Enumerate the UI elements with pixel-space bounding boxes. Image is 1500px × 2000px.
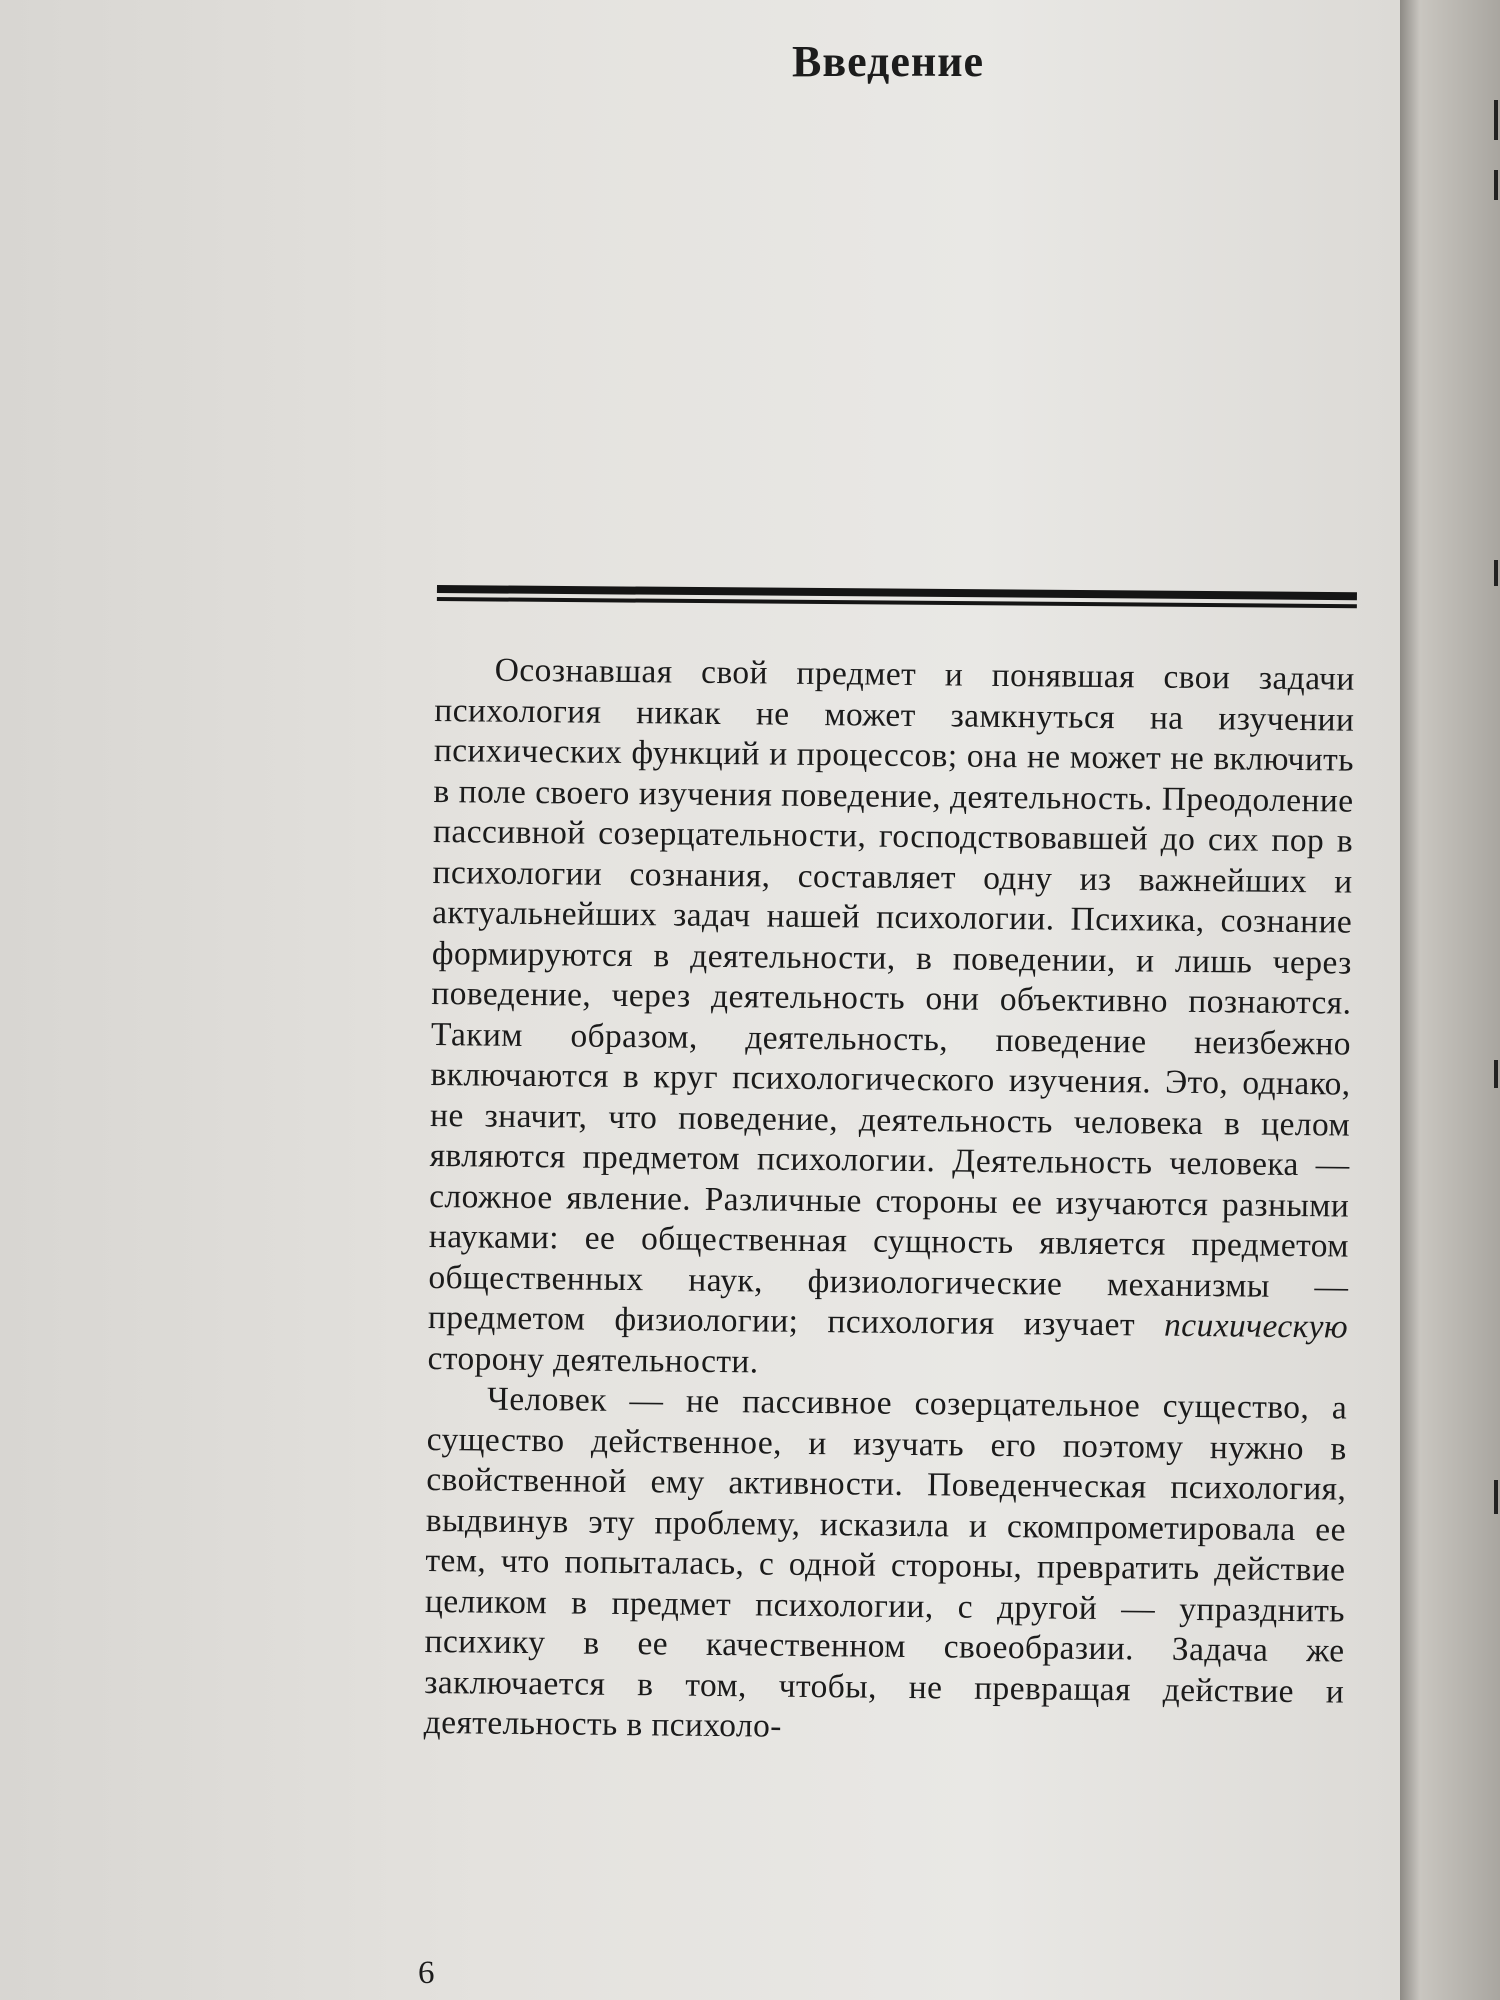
edge-mark	[1494, 1060, 1498, 1088]
adjacent-page-edge	[1400, 0, 1500, 2000]
double-rule-divider	[437, 585, 1357, 612]
paragraph-1-emphasis: психическую	[1163, 1306, 1349, 1346]
edge-mark	[1494, 170, 1498, 200]
body-text	[424, 650, 1355, 1753]
paragraph-1-text-start: Осознавшая свой предмет и понявшая свои задачи психология никак не может замкнуться на изучении психических функций и процессов; она не может не включить в поле своего изучения поведение, деятельность. Преодоление пассивной созерцательности, господствовавшей до сих пор в психологии сознания, составляет одну из важнейших и актуальнейших задач нашей психологии. Психика, сознание формируются в деятельности, в поведении, и лишь через поведение, через деятельность они объективно познаются. Таким образом, деятельность, поведение неизбежно включаются в круг психологического изучения. Это, однако, не значит, что поведение, деятельность человека в целом являются предметом психологии. Деятельность человека — сложное явление. Различные стороны ее изучаются разными науками: ее общественная сущность является предметом общественных наук, физиологические механизмы — предметом физиологии; психология изучает	[427, 651, 1355, 1344]
page-number: 6	[418, 1955, 435, 1991]
paragraph-1-text-end: сторону деятельности.	[427, 1339, 759, 1380]
paragraph-2: Человек — не пассивное созерцательное существо, а существо действенное, и изучать его поэтому нужно в свойственной ему активности. Поведенческая психология, выдвинув эту проблему, исказила и скомпрометировала ее тем, что попыталась, с одной стороны, превратить действие целиком в предмет психологии, с другой — упразднить психику в ее качественном своеобразии. Задача же заключается в том, чтобы, не превращая действие и деятельность в психоло-	[423, 1380, 1348, 1745]
edge-mark	[1494, 100, 1498, 140]
edge-mark	[1494, 560, 1498, 586]
paragraph-1	[427, 650, 1355, 1389]
chapter-title: Введение	[792, 37, 985, 86]
edge-mark	[1494, 1480, 1498, 1514]
